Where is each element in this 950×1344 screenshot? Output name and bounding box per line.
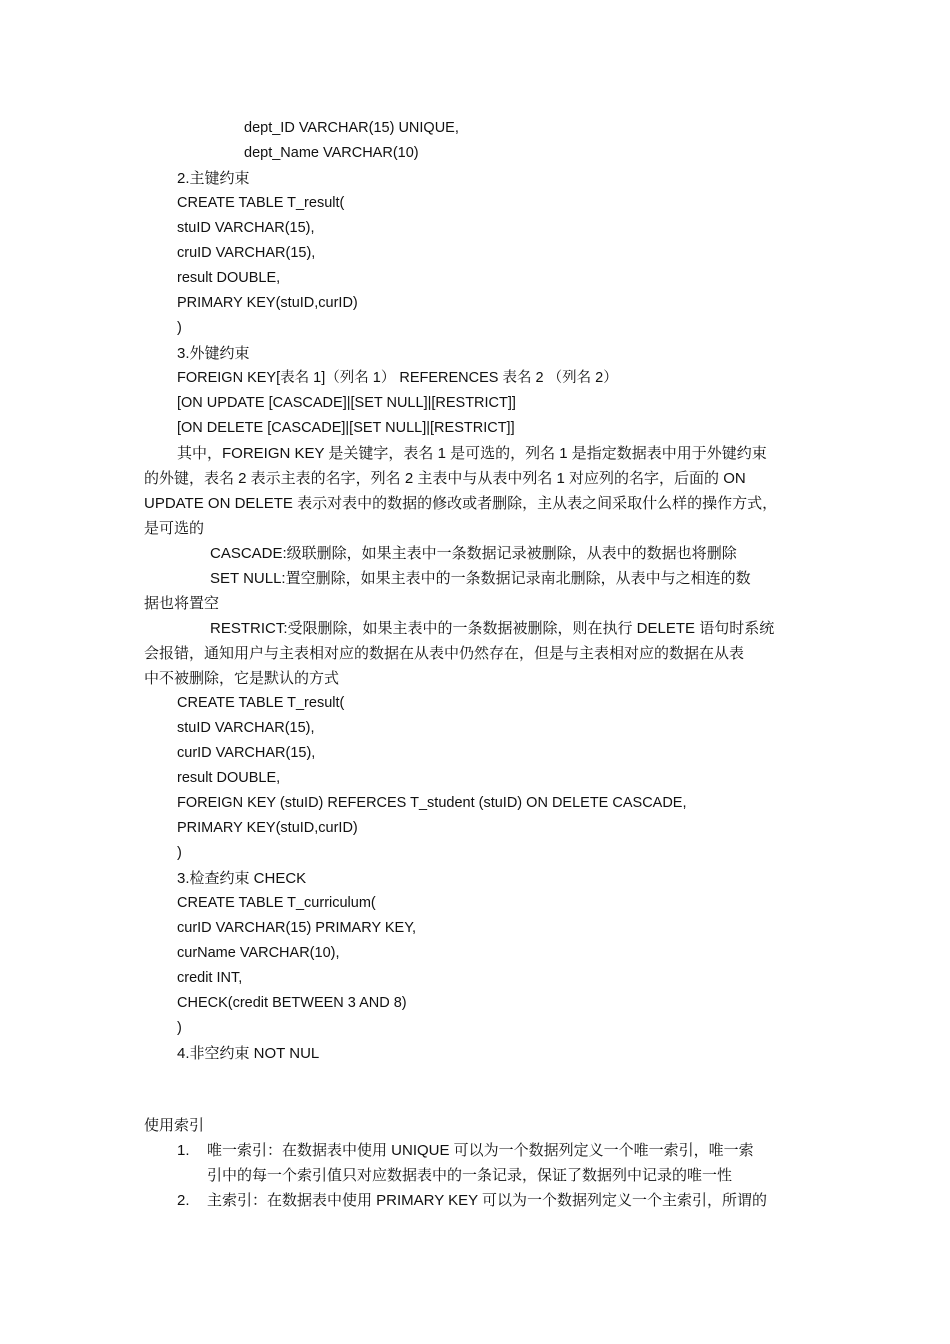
heading-primary-key: 2.主键约束 [177, 170, 250, 187]
setnull-description: SET NULL:置空删除，如果主表中的一条数据记录南北删除，从表中与之相连的数 [210, 570, 751, 587]
heading-check: 3.检查约束 CHECK [177, 870, 307, 887]
paragraph-line: UPDATE ON DELETE 表示对表中的数据的修改或者删除，主从表之间采取什么样的操作方式， [144, 495, 778, 512]
code-line: curID VARCHAR(15), [177, 745, 316, 761]
section-heading-index: 使用索引 [144, 1117, 205, 1134]
list-item-text: 唯一索引：在数据表中使用 UNIQUE 可以为一个数据列定义一个唯一索引，唯一索 [207, 1142, 754, 1159]
code-line: CREATE TABLE T_result( [177, 695, 345, 711]
code-line: dept_ID VARCHAR(15) UNIQUE, [244, 120, 459, 136]
code-line: ) [177, 320, 182, 336]
code-line: ) [177, 1020, 182, 1036]
restrict-description: 中不被删除，它是默认的方式 [144, 670, 340, 687]
code-line: CHECK(credit BETWEEN 3 AND 8) [177, 995, 407, 1011]
code-line: CREATE TABLE T_curriculum( [177, 895, 376, 911]
restrict-description: 会报错，通知用户与主表相对应的数据在从表中仍然存在，但是与主表相对应的数据在从表 [144, 645, 745, 662]
fk-syntax-line: [ON UPDATE [CASCADE]|[SET NULL]|[RESTRICT]] [177, 395, 516, 411]
code-line: cruID VARCHAR(15), [177, 245, 316, 261]
code-line: PRIMARY KEY(stuID,curID) [177, 295, 358, 311]
list-item-text: 主索引：在数据表中使用 PRIMARY KEY 可以为一个数据列定义一个主索引，所谓的 [207, 1192, 768, 1209]
paragraph-line: 其中，FOREIGN KEY 是关键字，表名 1 是可选的，列名 1 是指定数据表中用于外键约束 [177, 445, 767, 462]
fk-syntax-line: FOREIGN KEY[表名 1]（列名 1） REFERENCES 表名 2 （列名 2） [177, 370, 618, 386]
code-line: FOREIGN KEY (stuID) REFERCES T_student (stuID) ON DELETE CASCADE, [177, 795, 687, 811]
list-item-text: 引中的每一个索引值只对应数据表中的一条记录，保证了数据列中记录的唯一性 [207, 1167, 733, 1184]
code-line: result DOUBLE, [177, 770, 281, 786]
code-line: result DOUBLE, [177, 270, 281, 286]
restrict-description: RESTRICT:受限删除，如果主表中的一条数据被删除，则在执行 DELETE 语句时系统 [210, 620, 775, 637]
heading-not-null: 4.非空约束 NOT NUL [177, 1045, 320, 1062]
paragraph-line: 是可选的 [144, 520, 205, 537]
code-line: stuID VARCHAR(15), [177, 220, 315, 236]
code-line: PRIMARY KEY(stuID,curID) [177, 820, 358, 836]
list-item-number: 2. [177, 1192, 190, 1209]
code-line: credit INT, [177, 970, 243, 986]
code-line: dept_Name VARCHAR(10) [244, 145, 419, 161]
code-line: curName VARCHAR(10), [177, 945, 340, 961]
code-line: ) [177, 845, 182, 861]
setnull-description: 据也将置空 [144, 595, 220, 612]
paragraph-line: 的外键，表名 2 表示主表的名字，列名 2 主表中与从表中列名 1 对应列的名字，后面的 ON [144, 470, 746, 487]
code-line: CREATE TABLE T_result( [177, 195, 345, 211]
cascade-description: CASCADE:级联删除，如果主表中一条数据记录被删除，从表中的数据也将删除 [210, 545, 737, 562]
list-item-number: 1. [177, 1142, 190, 1159]
fk-syntax-line: [ON DELETE [CASCADE]|[SET NULL]|[RESTRICT]] [177, 420, 515, 436]
heading-foreign-key: 3.外键约束 [177, 345, 250, 362]
code-line: curID VARCHAR(15) PRIMARY KEY, [177, 920, 417, 936]
code-line: stuID VARCHAR(15), [177, 720, 315, 736]
